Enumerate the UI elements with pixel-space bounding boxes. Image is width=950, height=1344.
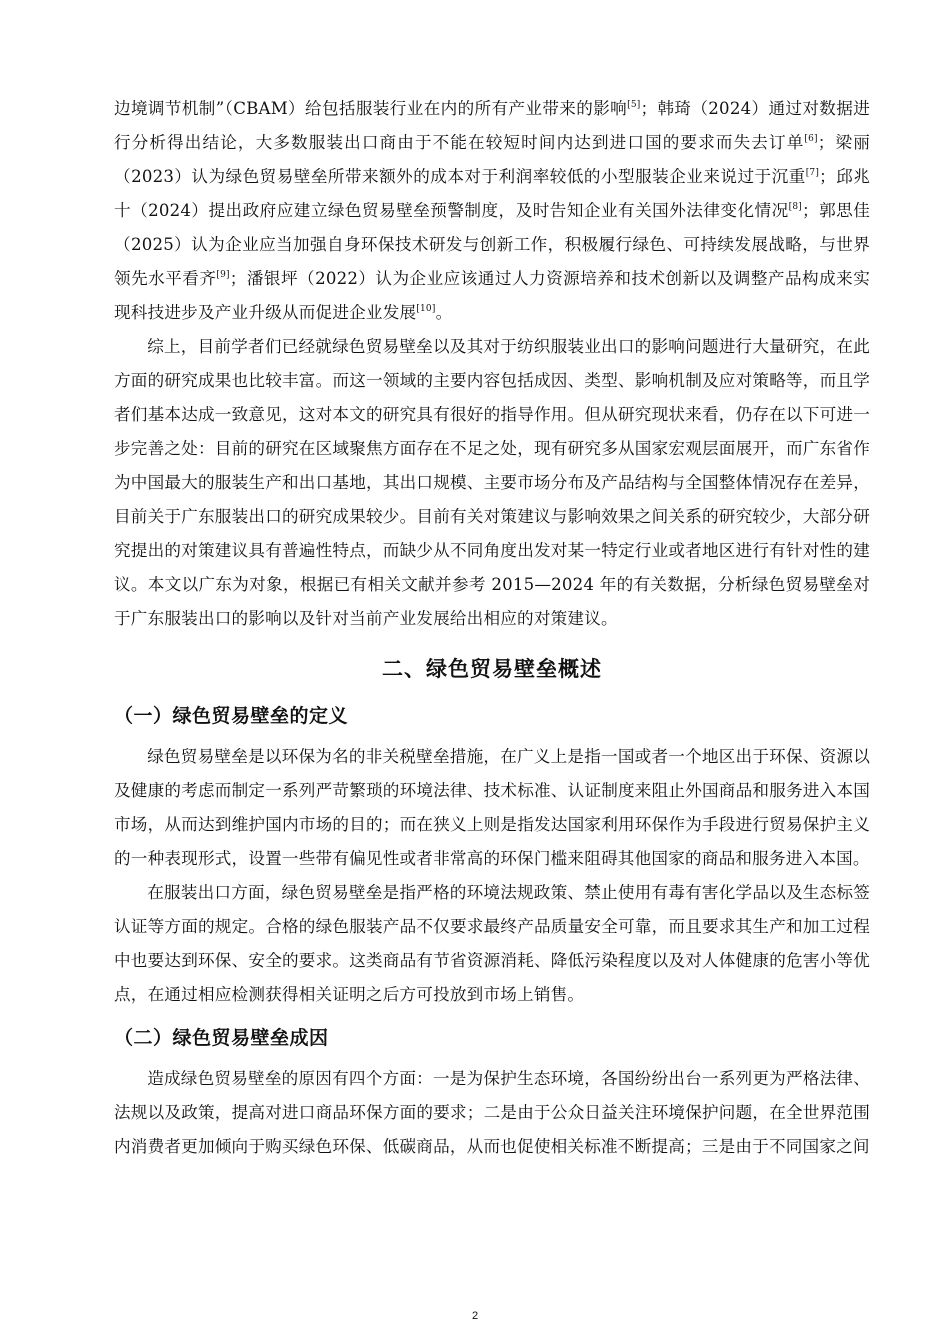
definition-paragraph: 绿色贸易壁垒是以环保为名的非关税壁垒措施，在广义上是指一国或者一个地区出于环保、资源以及健康的考虑而制定一系列严苛繁琐的环境法律、技术标准、认证制度来阻止外国商品和服务进入本国市场，从而达到维护国内市场的目的；而在狭义上则是指发达国家利用环保作为手段进行贸易保护主义的一种表现形式，设置一些带有偏见性或者非常高的环保门槛来阻碍其他国家的商品和服务进入本国。 <box>114 747 870 868</box>
body-text: ；邱兆十（2024）提出政府应建立绿色贸易壁垒预警制度，及时告知企业有关国外法律变化情况 <box>114 167 870 220</box>
summary-paragraph: 综上，目前学者们已经就绿色贸易壁垒以及其对于纺织服装业出口的影响问题进行大量研究，在此方面的研究成果也比较丰富。而这一领域的主要内容包括成因、类型、影响机制及应对策略等，而且学者们基本达成一致意见，这对本文的研究具有很好的指导作用。但从研究现状来看，仍存在以下可进一步完善之处：目前的研究在区域聚焦方面存在不足之处，现有研究多从国家宏观层面展开，而广东省作为中国最大的服装生产和出口基地，其出口规模、主要市场分布及产品结构与全国整体情况存在差异，目前关于广东服装出口的研究成果较少。目前有关对策建议与影响效果之间关系的研究较少，大部分研究提出的对策建议具有普遍性特点，而缺少从不同角度出发对某一特定行业或者地区进行有针对性的建议。本文以广东为对象，根据已有相关文献并参考 2015—2024 年的有关数据，分析绿色贸易壁垒对于广东服装出口的影响以及针对当前产业发展给出相应的对策建议。 <box>114 337 870 628</box>
body-text: ；郭思佳（2025）认为企业应当加强自身环保技术研发与创新工作，积极履行绿色、可持续发展战略，与世界领先水平看齐 <box>114 201 870 288</box>
apparel-export-paragraph: 在服装出口方面，绿色贸易壁垒是指严格的环境法规政策、禁止使用有毒有害化学品以及生态标签认证等方面的规定。合格的绿色服装产品不仅要求最终产品质量安全可靠，而且要求其生产和加工过程中也要达到环保、安全的要求。这类商品有节省资源消耗、降低污染程度以及对人体健康的危害小等优点，在通过相应检测获得相关证明之后方可投放到市场上销售。 <box>114 883 870 1004</box>
citation-marker: [6] <box>804 134 818 144</box>
body-text: 边境调节机制”（CBAM）给包括服装行业在内的所有产业带来的影响 <box>114 99 628 118</box>
subsection-heading-definition: （一）绿色贸易壁垒的定义 <box>114 705 349 727</box>
citation-marker: [5] <box>627 100 641 110</box>
body-text: ；梁丽（2023）认为绿色贸易壁垒所带来额外的成本对于利润率较低的小型服装企业来说过于沉重 <box>114 133 870 186</box>
citation-marker: [7] <box>805 168 820 178</box>
citation-marker: [8] <box>788 202 802 212</box>
literature-review-paragraph <box>114 92 870 330</box>
body-text: ；潘银坪（2022）认为企业应该通过人力资源培养和技术创新以及调整产品构成来实现科技进步及产业升级从而促进企业发展 <box>114 269 871 322</box>
citation-marker: [10] <box>416 304 436 314</box>
page-content <box>114 92 870 1164</box>
section-heading: 二、绿色贸易壁垒概述 <box>382 657 602 681</box>
body-text: ；韩琦（2024）通过对数据进行分析得出结论，大多数服装出口商由于不能在较短时间内达到进口国的要求而失去订单 <box>114 99 871 152</box>
subsection-heading-causes: （二）绿色贸易壁垒成因 <box>114 1027 329 1049</box>
body-text: 。 <box>435 303 453 322</box>
citation-marker: [9] <box>216 270 230 280</box>
causes-paragraph: 造成绿色贸易壁垒的原因有四个方面：一是为保护生态环境，各国纷纷出台一系列更为严格法律、法规以及政策，提高对进口商品环保方面的要求；二是由于公众日益关注环境保护问题，在全世界范围内消费者更加倾向于购买绿色环保、低碳商品，从而也促使相关标准不断提高；三是由于不同国家之间 <box>114 1069 870 1156</box>
page-number: 2 <box>471 1310 479 1322</box>
